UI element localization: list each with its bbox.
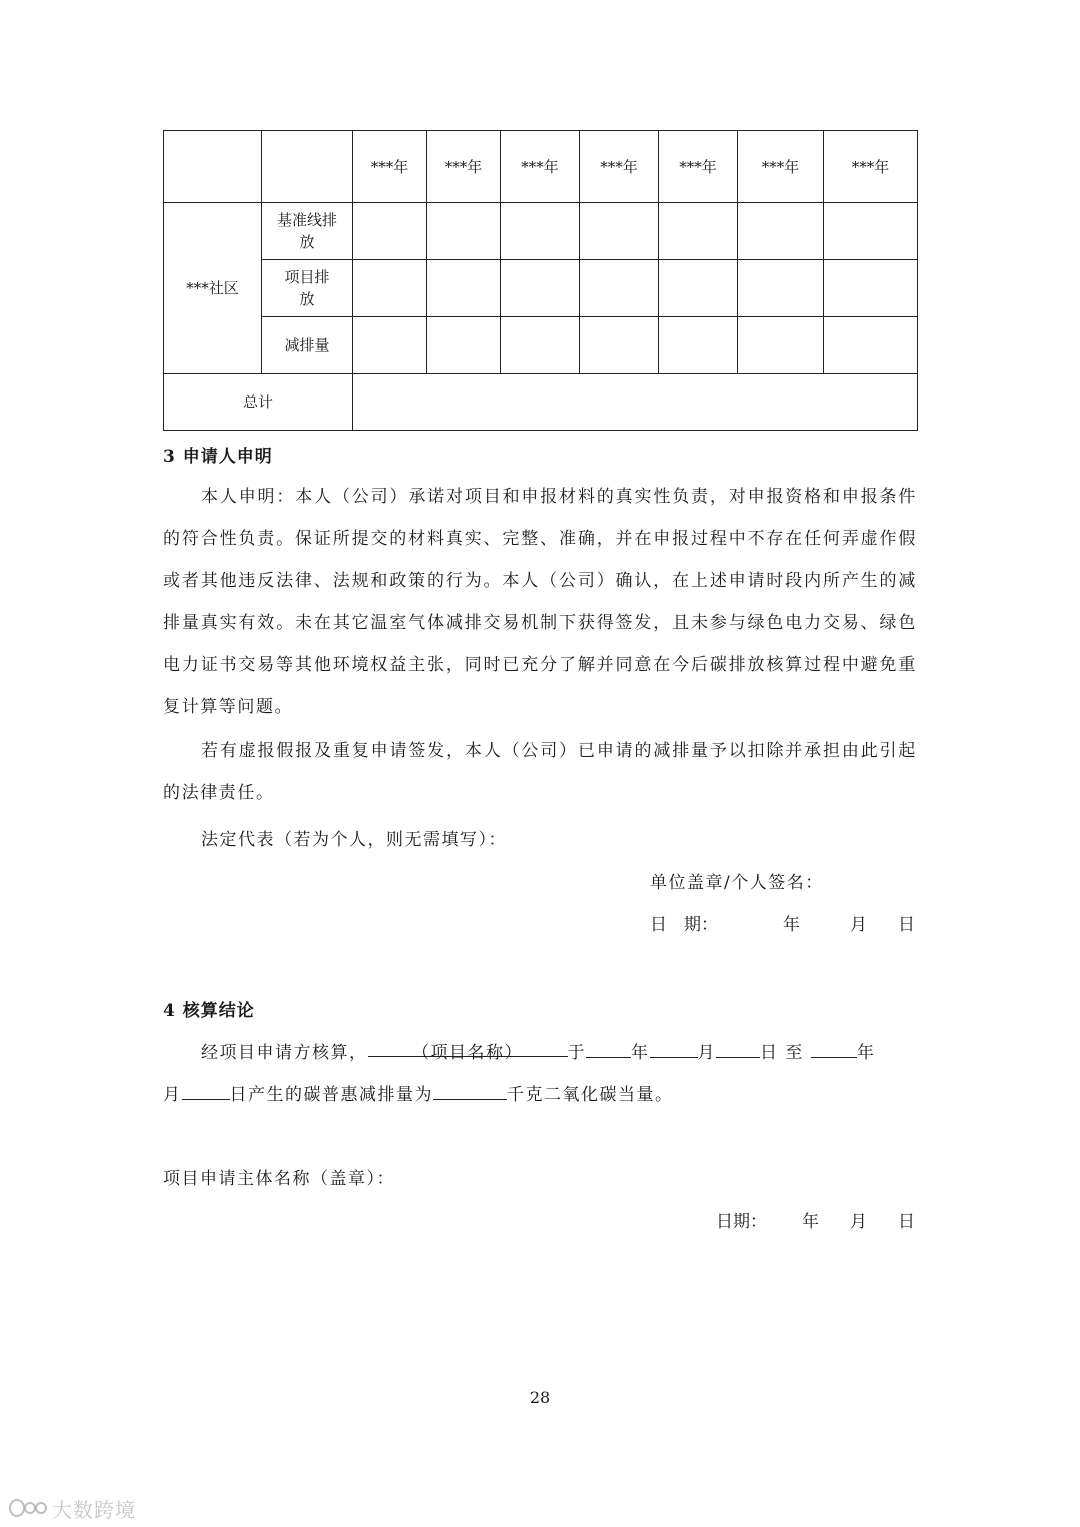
table-cell (580, 203, 659, 260)
total-value-cell (353, 374, 918, 431)
row-label-reduction: 减排量 (262, 317, 353, 374)
watermark-logo-icon (8, 1497, 48, 1519)
section3-heading: 3 申请人申明 (163, 447, 273, 467)
start-month-field[interactable] (650, 1039, 698, 1058)
emission-table (163, 130, 918, 431)
date-day: 日 (898, 1212, 915, 1232)
date-label: 日 期： (650, 915, 718, 935)
row-label-baseline: 基准线排放 (262, 203, 353, 260)
end-year-field[interactable] (811, 1039, 857, 1058)
watermark-text: 大数跨境 (52, 1497, 136, 1522)
table-header-row (164, 131, 918, 203)
conclusion-line-2: 月 日产生的碳普惠减排量为 千克二氧化碳当量。 (163, 1080, 674, 1105)
table-cell (738, 260, 824, 317)
date-day: 日 (898, 915, 915, 935)
page-number: 28 (529, 1388, 551, 1407)
table-cell (501, 260, 580, 317)
table-cell (164, 131, 262, 203)
table-cell (427, 317, 501, 374)
section3-date (0, 910, 1080, 934)
end-day-field[interactable] (182, 1081, 230, 1100)
date-month: 月 (850, 1212, 867, 1232)
table-cell (580, 317, 659, 374)
sign-label: 单位盖章/个人签名： (650, 873, 824, 893)
year-header: ***年 (353, 131, 427, 203)
start-day-field[interactable] (716, 1039, 760, 1058)
date-year: 年 (783, 915, 800, 935)
year-header: ***年 (580, 131, 659, 203)
legal-rep-label: 法定代表（若为个人，则无需填写）： (201, 830, 507, 850)
table-cell (501, 317, 580, 374)
table-cell (659, 260, 738, 317)
table-cell (427, 260, 501, 317)
table-cell (262, 131, 353, 203)
section4-heading: 4 核算结论 (163, 1001, 255, 1021)
year-header: ***年 (501, 131, 580, 203)
table-cell (580, 260, 659, 317)
watermark (8, 1494, 136, 1522)
table-cell (353, 317, 427, 374)
section4-date (0, 1207, 1080, 1231)
table-cell (427, 203, 501, 260)
table-row (164, 203, 918, 260)
declaration-paragraph: 本人申明：本人（公司）承诺对项目和申报材料的真实性负责，对申报资格和申报条件的符合性负责。保证所提交的材料真实、完整、准确，并在申报过程中不存在任何弄虚作假或者其他违反法律、法规和政策的行为。本人（公司）确认，在上述申请时段内所产生的减排量真实有效。未在其它温室气体减排交易机制下获得签发，且未参与绿色电力交易、绿色电力证书交易等其他环境权益主张，同时已充分了解并同意在今后碳排放核算过程中避免重复计算等问题。 (163, 487, 917, 717)
date-label: 日期： (716, 1212, 767, 1232)
table-cell (738, 203, 824, 260)
year-header: ***年 (738, 131, 824, 203)
year-header: ***年 (824, 131, 918, 203)
table-cell (738, 317, 824, 374)
reduction-amount-field[interactable] (433, 1081, 507, 1100)
table-total-row (164, 374, 918, 431)
entity-label: 项目申请主体名称（盖章）： (163, 1169, 395, 1189)
conclusion-line-1: 经项目申请方核算， （项目名称） 于 年 月 日 至 年 (201, 1038, 875, 1063)
date-month: 月 (850, 915, 867, 935)
table-cell (824, 260, 918, 317)
date-year: 年 (802, 1212, 819, 1232)
table-cell (659, 203, 738, 260)
table-cell (353, 260, 427, 317)
row-label-project: 项目排放 (262, 260, 353, 317)
year-header: ***年 (427, 131, 501, 203)
start-year-field[interactable] (586, 1039, 631, 1058)
table-row (164, 260, 918, 317)
table-cell (353, 203, 427, 260)
table-cell (824, 317, 918, 374)
table-row (164, 317, 918, 374)
total-label: 总计 (164, 374, 353, 431)
project-name-field[interactable]: （项目名称） (368, 1038, 568, 1057)
year-header: ***年 (659, 131, 738, 203)
liability-paragraph: 若有虚报假报及重复申请签发，本人（公司）已申请的减排量予以扣除并承担由此引起的法律责任。 (163, 741, 917, 803)
table-cell (659, 317, 738, 374)
table-cell (501, 203, 580, 260)
table-cell (824, 203, 918, 260)
community-label: ***社区 (164, 203, 262, 374)
